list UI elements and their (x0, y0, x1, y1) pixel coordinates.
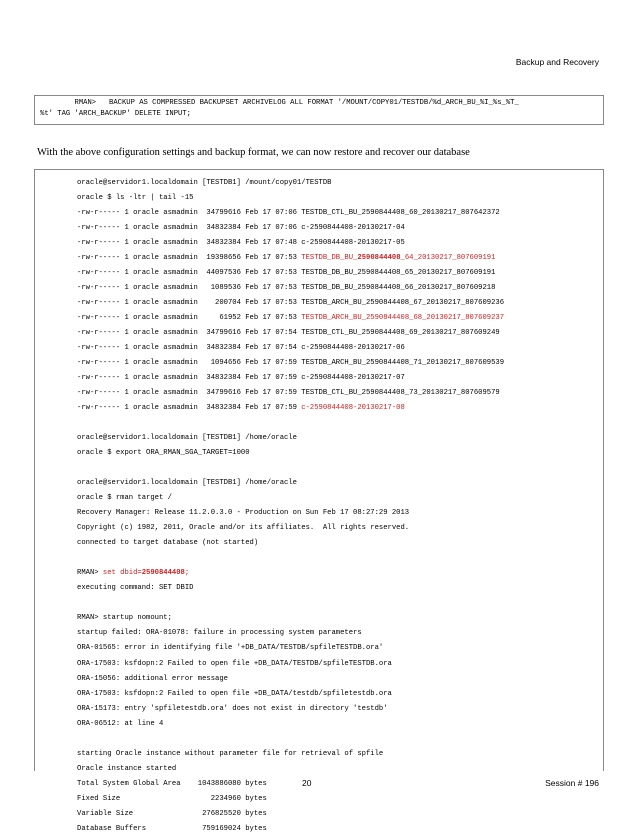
listing-line: Database Buffers 759169024 bytes (77, 824, 267, 833)
listing-line: ORA-17503: ksfdopn:2 Failed to open file +DB_DATA/testdb/spfiletestdb.ora (77, 689, 392, 698)
listing-line: -rw-r----- 1 oracle asmadmin 34832384 Feb 17 07:48 c-2590844408-20130217-05 (77, 239, 405, 248)
listing-line: oracle $ rman target / (77, 494, 172, 503)
command-line: RMAN> BACKUP AS COMPRESSED BACKUPSET ARCHIVELOG ALL FORMAT '/MOUNT/COPY01/TESTDB/%d_ARCH_BU_%I_%s_%T_ (40, 99, 519, 107)
listing-line: RMAN> startup nomount; (77, 614, 172, 623)
listing-line-highlighted (77, 311, 504, 326)
listing-line: Fixed Size 2234960 bytes (77, 794, 267, 803)
listing-line: executing command: SET DBID (77, 584, 194, 593)
highlighted-dbid: 2590844408 (141, 569, 185, 578)
listing-line: oracle@servidor1.localdomain [TESTDB1] /mount/copy01/TESTDB (77, 179, 332, 187)
listing-line-highlighted (77, 566, 504, 581)
listing-line: Recovery Manager: Release 11.2.0.3.0 - Production on Sun Feb 17 08:27:29 2013 (77, 509, 410, 518)
listing-text: RMAN> (77, 569, 103, 578)
listing-text: -rw-r----- 1 oracle asmadmin 34832384 Feb 17 07:59 (77, 404, 302, 413)
listing-line: ORA-06512: at line 4 (77, 719, 164, 728)
highlighted-filename: TESTDB_ARCH_BU_2590844408_68_20130217_807609237 (301, 314, 505, 323)
listing-line: -rw-r----- 1 oracle asmadmin 34799616 Feb 17 07:54 TESTDB_CTL_BU_2590844408_69_20130217_807609249 (77, 329, 500, 338)
listing-line: Total System Global Area 1043886080 bytes (77, 779, 267, 788)
listing-line: ORA-15173: entry 'spfiletestdb.ora' does not exist in directory 'testdb' (77, 704, 388, 713)
listing-line: connected to target database (not started) (77, 539, 259, 548)
listing-line: -rw-r----- 1 oracle asmadmin 1089536 Feb 17 07:53 TESTDB_DB_BU_2590844408_66_20130217_807609218 (77, 284, 496, 293)
command-line: %t' TAG 'ARCH_BACKUP' DELETE INPUT; (40, 110, 191, 118)
listing-line: -rw-r----- 1 oracle asmadmin 44097536 Feb 17 07:53 TESTDB_DB_BU_2590844408_65_20130217_807609191 (77, 269, 496, 278)
listing-line: Copyright (c) 1982, 2011, Oracle and/or its affiliates. All rights reserved. (77, 524, 410, 533)
highlighted-filename: TESTDB_DB_BU_ (301, 254, 358, 263)
listing-line: ORA-15056: additional error message (77, 674, 228, 683)
blank-line (77, 416, 504, 431)
body-paragraph: With the above configuration settings and backup format, we can now restore and recover our database (37, 147, 470, 158)
session-number: Session # 196 (545, 778, 599, 788)
listing-line: -rw-r----- 1 oracle asmadmin 34799616 Feb 17 07:59 TESTDB_CTL_BU_2590844408_73_20130217_807609579 (77, 389, 500, 398)
listing-line: oracle $ export ORA_RMAN_SGA_TARGET=1000 (77, 449, 250, 458)
listing-line: -rw-r----- 1 oracle asmadmin 34832384 Feb 17 07:54 c-2590844408-20130217-06 (77, 344, 405, 353)
listing-text: -rw-r----- 1 oracle asmadmin 19398656 Feb 17 07:53 (77, 254, 302, 263)
blank-line (77, 596, 504, 611)
blank-line (77, 732, 504, 747)
page-header-title: Backup and Recovery (515, 57, 599, 67)
listing-line: ORA-17503: ksfdopn:2 Failed to open file +DB_DATA/TESTDB/spfileTESTDB.ora (77, 659, 392, 668)
highlighted-command: set dbid= (102, 569, 142, 578)
listing-line: startup failed: ORA-01078: failure in processing system parameters (77, 629, 362, 638)
terminal-listing (77, 176, 504, 837)
listing-line: Oracle instance started (77, 764, 177, 773)
listing-line: -rw-r----- 1 oracle asmadmin 34799616 Feb 17 07:06 TESTDB_CTL_BU_2590844408_60_20130217_807642372 (77, 209, 500, 218)
highlighted-filename: c-2590844408-20130217-08 (301, 404, 405, 413)
page-number: 20 (302, 778, 312, 788)
listing-line: -rw-r----- 1 oracle asmadmin 34832384 Feb 17 07:59 c-2590844408-20130217-07 (77, 374, 405, 383)
highlighted-filename: _64_20130217_807609191 (400, 254, 496, 263)
listing-line: oracle@servidor1.localdomain [TESTDB1] /home/oracle (77, 434, 297, 443)
listing-line: Variable Size 276825520 bytes (77, 809, 267, 818)
listing-line-highlighted (77, 251, 504, 266)
listing-line: oracle $ ls -ltr | tail -15 (77, 194, 194, 203)
listing-line: -rw-r----- 1 oracle asmadmin 200704 Feb 17 07:53 TESTDB_ARCH_BU_2590844408_67_20130217_807609236 (77, 299, 505, 308)
listing-line: -rw-r----- 1 oracle asmadmin 1094656 Feb 17 07:59 TESTDB_ARCH_BU_2590844408_71_20130217_807609539 (77, 359, 505, 368)
listing-line: ORA-01565: error in identifying file '+DB_DATA/TESTDB/spfileTESTDB.ora' (77, 644, 384, 653)
highlighted-dbid: 2590844408 (357, 254, 401, 263)
listing-text: -rw-r----- 1 oracle asmadmin 61952 Feb 17 07:53 (77, 314, 302, 323)
rman-command-box (34, 95, 604, 125)
highlighted-command: ; (184, 569, 190, 578)
listing-line: starting Oracle instance without parameter file for retrieval of spfile (77, 749, 384, 758)
blank-line (77, 461, 504, 476)
listing-line-highlighted (77, 401, 504, 416)
listing-line: oracle@servidor1.localdomain [TESTDB1] /home/oracle (77, 479, 297, 488)
listing-line: -rw-r----- 1 oracle asmadmin 34832384 Feb 17 07:06 c-2590844408-20130217-04 (77, 224, 405, 233)
blank-line (77, 551, 504, 566)
